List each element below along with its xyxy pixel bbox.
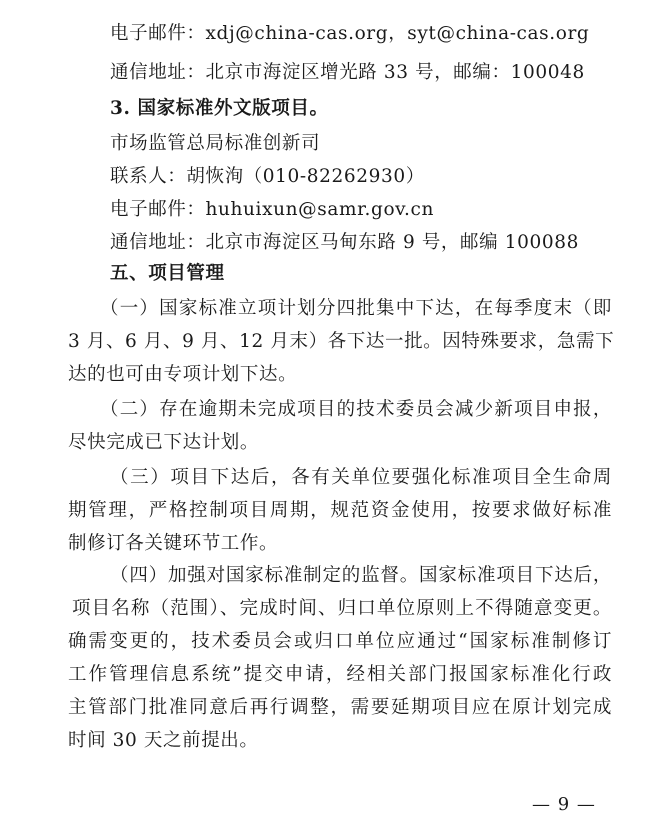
paragraph-2-line-2: 尽快完成已下达计划。	[68, 432, 260, 453]
paragraph-4-line-1: （四）加强对国家标准制定的监督。国家标准项目下达后，	[110, 565, 612, 586]
paragraph-1-line-1: （一）国家标准立项计划分四批集中下达，在每季度末（即	[100, 298, 612, 319]
section-heading-3: 3. 国家标准外文版项目。	[110, 98, 329, 119]
paragraph-4-line-2: 项目名称（范围）、完成时间、归口单位原则上不得随意变更。	[72, 598, 612, 619]
paragraph-3-line-3: 制修订各关键环节工作。	[68, 533, 279, 554]
paragraph-2-line-1: （二）存在逾期未完成项目的技术委员会减少新项目申报，	[100, 399, 612, 420]
address-line-1: 通信地址：北京市海淀区增光路 33 号，邮编：100048	[110, 62, 585, 83]
paragraph-4-line-5: 主管部门批准同意后再行调整，需要延期项目应在原计划完成	[68, 697, 612, 718]
email-line-1: 电子邮件：xdj@china-cas.org，syt@china-cas.org	[110, 23, 590, 44]
contact-line: 联系人：胡恢洵（010-82262930）	[110, 166, 425, 187]
paragraph-3-line-1: （三）项目下达后，各有关单位要强化标准项目全生命周	[110, 467, 612, 488]
paragraph-1-line-3: 达的也可由专项计划下达。	[68, 364, 298, 385]
department-line: 市场监管总局标准创新司	[110, 133, 321, 154]
paragraph-3-line-2: 期管理，严格控制项目周期，规范资金使用，按要求做好标准	[68, 500, 612, 521]
paragraph-4-line-4: 工作管理信息系统”提交申请，经相关部门报国家标准化行政	[68, 664, 612, 685]
paragraph-4-line-6: 时间 30 天之前提出。	[68, 730, 259, 751]
email-line-2: 电子邮件：huhuixun@samr.gov.cn	[110, 199, 434, 220]
paragraph-4-line-3: 确需变更的，技术委员会或归口单位应通过“国家标准制修订	[68, 631, 612, 652]
section-heading-5: 五、项目管理	[110, 263, 225, 284]
page-number: — 9 —	[532, 794, 596, 815]
paragraph-1-line-2: 3 月、6 月、9 月、12 月末）各下达一批。因特殊要求，急需下	[68, 331, 615, 352]
address-line-2: 通信地址：北京市海淀区马甸东路 9 号，邮编 100088	[110, 232, 579, 253]
